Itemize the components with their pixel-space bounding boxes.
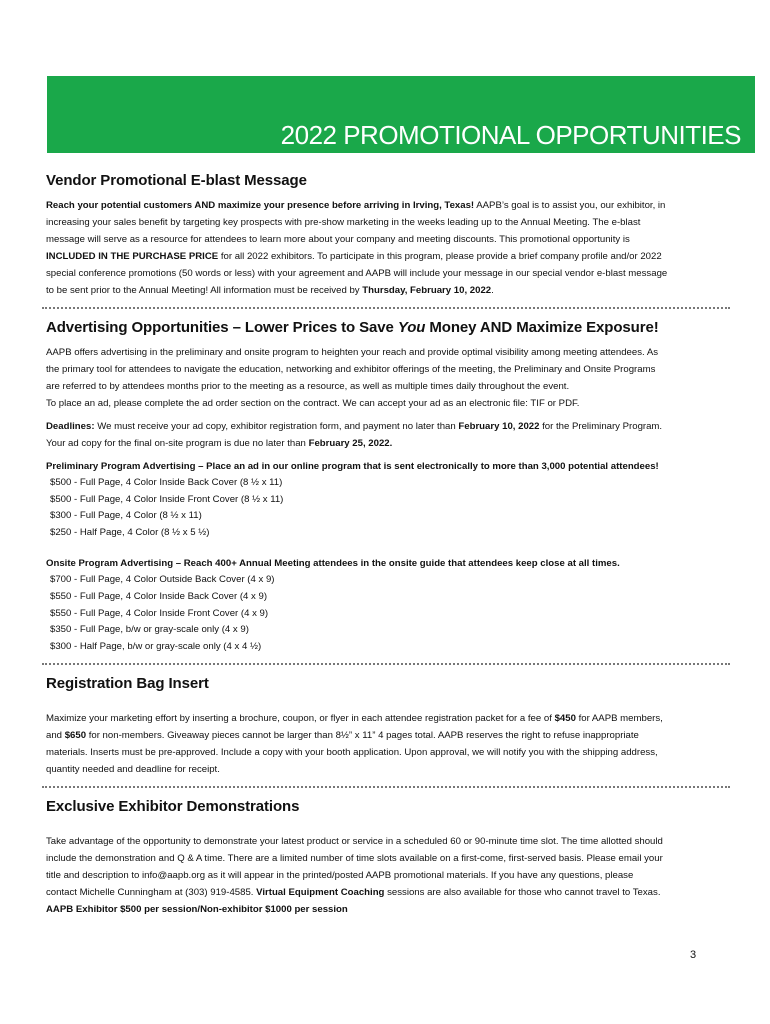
eblast-section — [46, 172, 726, 299]
price-item: $300 - Half Page, b/w or gray-scale only (4 x 4 ½) — [50, 640, 262, 652]
page-number: 3 — [690, 949, 697, 961]
advertising-heading: Advertising Opportunities – Lower Prices to Save You Money AND Maximize Exposure! — [46, 319, 659, 336]
prelim-program-heading: Preliminary Program Advertising – Place an ad in our online program that is sent electronically to more than 3,000 potential attendees! — [46, 461, 659, 472]
section-divider — [42, 786, 730, 788]
bag-insert-paragraph: Maximize your marketing effort by inserting a brochure, coupon, or flyer in each attendee registration packet for a fee of $450 for AAPB members, and $650 for non-members. Giveaway pieces cannot be larger than 8½” x 11” 4 pages total. AAPB reserves the right to refuse inappropriate materials. Inserts must be pre-approved. Include a copy with your booth application. Upon approval, we will notify you with the shipping address, quantity needed and deadline for receipt. — [46, 713, 663, 776]
page-content — [46, 172, 726, 918]
demos-section — [46, 798, 726, 918]
section-divider — [42, 663, 730, 665]
title-banner — [47, 76, 755, 153]
price-item: $500 - Full Page, 4 Color Inside Front Cover (8 ½ x 11) — [50, 493, 284, 505]
eblast-heading: Vendor Promotional E-blast Message — [46, 172, 307, 189]
advertising-intro: AAPB offers advertising in the preliminary and onsite program to heighten your reach and provide optimal visibility among meeting attendees. As the primary tool for attendees to navigate the education, networking and exhibitor offerings of the meeting, the Preliminary and Onsite Programs are referred to by attendees months prior to the meeting as a resource, as well as multiple times daily throughout the event. To place an ad, please complete the ad order section on the contract. We can accept your ad as an electronic file: TIF or PDF. — [46, 347, 659, 409]
page-title: 2022 PROMOTIONAL OPPORTUNITIES — [280, 120, 741, 150]
advertising-deadlines: Deadlines: We must receive your ad copy, exhibitor registration form, and payment no later than February 10, 2022 for the Preliminary Program. Your ad copy for the final on-site program is due no later than February 25, 2022. — [46, 421, 663, 449]
onsite-price-list — [46, 572, 726, 655]
demos-pricing: AAPB Exhibitor $500 per session/Non-exhibitor $1000 per session — [46, 904, 348, 916]
bag-insert-section — [46, 675, 726, 778]
demos-heading: Exclusive Exhibitor Demonstrations — [46, 798, 300, 816]
price-item: $300 - Full Page, 4 Color (8 ½ x 11) — [50, 510, 202, 522]
demos-paragraph: Take advantage of the opportunity to demonstrate your latest product or service in a scheduled 60 or 90-minute time slot. The time allotted should include the demonstration and Q & A time. There are a limited number of time slots available on a first-come, first-served basis. Please email your title and description to info@aapb.org as it will appear in the printed/posted AAPB promotional materials. If you have any questions, please contact Michelle Cunningham at (303) 919-4585. Virtual Equipment Coaching sessions are also available for those who cannot travel to Texas. — [46, 836, 663, 899]
advertising-section — [46, 319, 726, 655]
onsite-program-heading: Onsite Program Advertising – Reach 400+ Annual Meeting attendees in the onsite guide that attendees keep close at all times. — [46, 558, 620, 570]
price-item: $350 - Full Page, b/w or gray-scale only (4 x 9) — [50, 624, 249, 636]
prelim-price-list — [46, 475, 726, 541]
price-item: $250 - Half Page, 4 Color (8 ½ x 5 ½) — [50, 526, 210, 538]
eblast-deadline: Thursday, February 10, 2022 — [362, 285, 492, 296]
price-item: $700 - Full Page, 4 Color Outside Back Cover (4 x 9) — [50, 574, 275, 586]
price-item: $550 - Full Page, 4 Color Inside Front Cover (4 x 9) — [50, 607, 269, 619]
eblast-lead: Reach your potential customers AND maximize your presence before arriving in Irving, Texas! — [46, 200, 475, 211]
price-item: $500 - Full Page, 4 Color Inside Back Cover (8 ½ x 11) — [50, 477, 283, 488]
bag-insert-heading: Registration Bag Insert — [46, 675, 209, 693]
section-divider — [42, 307, 730, 309]
eblast-paragraph: Reach your potential customers AND maximize your presence before arriving in Irving, Texas! AAPB’s goal is to assist you, our exhibitor, in increasing your sales benefit by targeting key prospects with pre-show marketing in the weeks leading up to the Annual Meeting. The e-blast message will serve as a resource for attendees to learn more about your company and meeting discounts. This promotional opportunity is INCLUDED IN THE PURCHASE PRICE for all 2022 exhibitors. To participate in this program, please provide a brief company profile and/or 2022 special conference promotions (50 words or less) with your agreement and AAPB will include your message in our special vendor e-blast message to be sent prior to the Annual Meeting! All information must be received by Thursday, February 10, 2022. — [46, 200, 668, 296]
price-item: $550 - Full Page, 4 Color Inside Back Cover (4 x 9) — [50, 590, 268, 602]
